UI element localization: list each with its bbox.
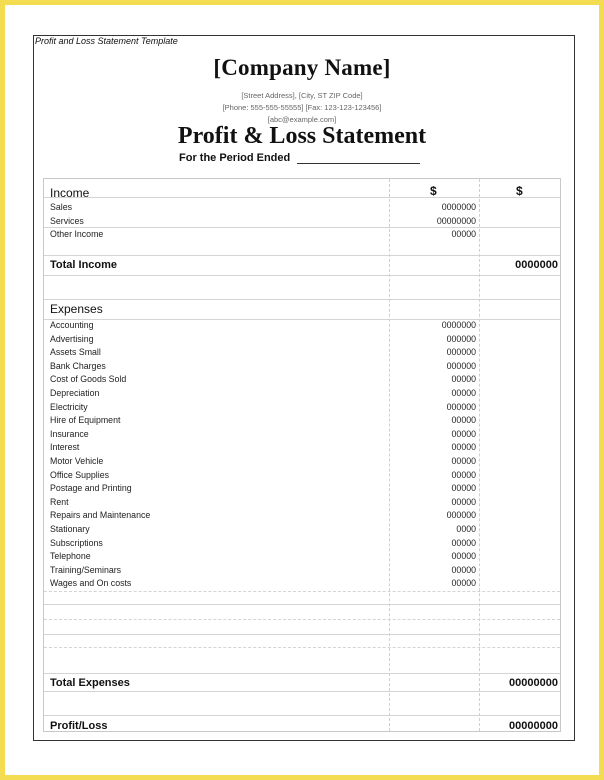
- currency-header-1: $: [430, 184, 437, 198]
- line-item-value[interactable]: 00000: [451, 483, 476, 494]
- line-item-row: [44, 455, 560, 469]
- table-rule: [44, 673, 560, 674]
- template-label: Profit and Loss Statement Template: [35, 36, 182, 46]
- line-item-value[interactable]: 00000: [451, 551, 476, 562]
- line-item-label: Rent: [50, 496, 69, 507]
- line-item-label: Office Supplies: [50, 469, 110, 480]
- line-item-value[interactable]: 000000: [446, 347, 476, 358]
- line-item-label: Depreciation: [50, 388, 100, 398]
- line-item-row: [44, 509, 560, 523]
- line-item-row: [44, 346, 560, 360]
- line-item-value[interactable]: 0000000: [441, 320, 476, 330]
- line-item-row: [44, 469, 560, 483]
- table-rule: [44, 647, 560, 648]
- table-rule: [44, 227, 560, 228]
- line-item-row: [44, 441, 560, 455]
- statement-title: Profit & Loss Statement: [177, 123, 427, 149]
- line-item-label: Cost of Goods Sold: [50, 374, 127, 385]
- line-item-row: [44, 373, 560, 387]
- line-item-row: [44, 201, 560, 215]
- table-rule: [44, 255, 560, 256]
- total-expenses-label: Total Expenses: [50, 677, 130, 689]
- line-item-value[interactable]: 000000: [446, 333, 476, 344]
- line-item-label: Bank Charges: [50, 360, 106, 371]
- phone-fax-line: [Phone: 555-555-55555] [Fax: 123-123-123456]: [222, 103, 382, 112]
- line-item-row: [44, 482, 560, 496]
- line-item-label: Postage and Printing: [50, 483, 132, 494]
- line-item-label: Advertising: [50, 333, 94, 344]
- profit-loss-value: 00000000: [509, 720, 558, 732]
- table-rule: [44, 299, 560, 300]
- table-rule: [44, 591, 560, 592]
- line-item-label: Accounting: [50, 320, 94, 330]
- line-item-value[interactable]: 00000: [451, 229, 476, 240]
- line-item-value[interactable]: 000000: [446, 510, 476, 521]
- line-item-row: [44, 564, 560, 578]
- line-item-label: Wages and On costs: [50, 578, 132, 589]
- line-item-value[interactable]: 00000: [451, 578, 476, 589]
- total-income-label: Total Income: [50, 259, 118, 271]
- period-blank-line[interactable]: [297, 163, 420, 164]
- line-item-row: [44, 414, 560, 428]
- line-item-label: Repairs and Maintenance: [50, 510, 151, 521]
- line-item-value[interactable]: 00000: [451, 469, 476, 480]
- currency-header-2: $: [516, 184, 523, 198]
- line-item-row: [44, 428, 560, 442]
- line-item-value[interactable]: 00000: [451, 564, 476, 575]
- line-item-value[interactable]: 00000: [451, 537, 476, 548]
- income-heading: Income: [50, 186, 90, 200]
- document-page: [5, 5, 599, 775]
- table-rule: [44, 197, 560, 198]
- line-item-label: Subscriptions: [50, 537, 103, 548]
- line-item-value[interactable]: 000000: [446, 360, 476, 371]
- line-item-row: [44, 228, 560, 242]
- table-rule: [44, 275, 560, 276]
- line-item-label: Other Income: [50, 229, 104, 240]
- line-item-row: [44, 319, 560, 333]
- line-item-label: Services: [50, 215, 84, 226]
- line-item-label: Telephone: [50, 551, 91, 562]
- table-rule: [44, 691, 560, 692]
- line-item-value[interactable]: 00000: [451, 496, 476, 507]
- line-item-row: [44, 360, 560, 374]
- line-item-row: [44, 401, 560, 415]
- profit-loss-label: Profit/Loss: [50, 720, 108, 732]
- line-item-row: [44, 333, 560, 347]
- table-rule: [44, 715, 560, 716]
- line-item-value[interactable]: 00000: [451, 428, 476, 439]
- line-item-row: [44, 523, 560, 537]
- period-label: For the Period Ended: [179, 152, 291, 164]
- line-item-label: Insurance: [50, 428, 89, 439]
- table-rule: [44, 319, 560, 320]
- line-item-row: [44, 550, 560, 564]
- line-item-label: Stationary: [50, 524, 90, 534]
- line-item-value[interactable]: 00000: [451, 442, 476, 453]
- line-item-label: Electricity: [50, 401, 88, 412]
- line-item-value[interactable]: 0000: [456, 524, 476, 534]
- line-item-value[interactable]: 00000: [451, 374, 476, 385]
- line-item-label: Hire of Equipment: [50, 415, 121, 426]
- line-item-row: [44, 577, 560, 591]
- line-item-row: [44, 537, 560, 551]
- line-item-value[interactable]: 000000: [446, 401, 476, 412]
- line-item-label: Interest: [50, 442, 80, 453]
- line-item-label: Assets Small: [50, 347, 101, 358]
- table-rule: [44, 604, 560, 605]
- total-income-value: 0000000: [515, 259, 558, 271]
- line-item-label: Motor Vehicle: [50, 456, 104, 466]
- line-item-label: Sales: [50, 202, 73, 212]
- address-line: [Street Address], [City, ST ZIP Code]: [241, 91, 363, 100]
- email-line: [abc@example.com]: [267, 115, 337, 124]
- statement-table: [43, 178, 561, 732]
- table-rule: [44, 634, 560, 635]
- line-item-value[interactable]: 00000: [451, 456, 476, 466]
- line-item-value[interactable]: 00000000: [436, 215, 476, 226]
- line-item-value[interactable]: 00000: [451, 415, 476, 426]
- expenses-heading: Expenses: [50, 302, 103, 316]
- table-rule: [44, 619, 560, 620]
- line-item-value[interactable]: 00000: [451, 388, 476, 398]
- total-expenses-value: 00000000: [509, 677, 558, 689]
- line-item-value[interactable]: 0000000: [441, 202, 476, 212]
- line-item-row: [44, 387, 560, 401]
- line-item-label: Training/Seminars: [50, 564, 122, 575]
- line-item-row: [44, 496, 560, 510]
- company-name: [Company Name]: [213, 55, 391, 80]
